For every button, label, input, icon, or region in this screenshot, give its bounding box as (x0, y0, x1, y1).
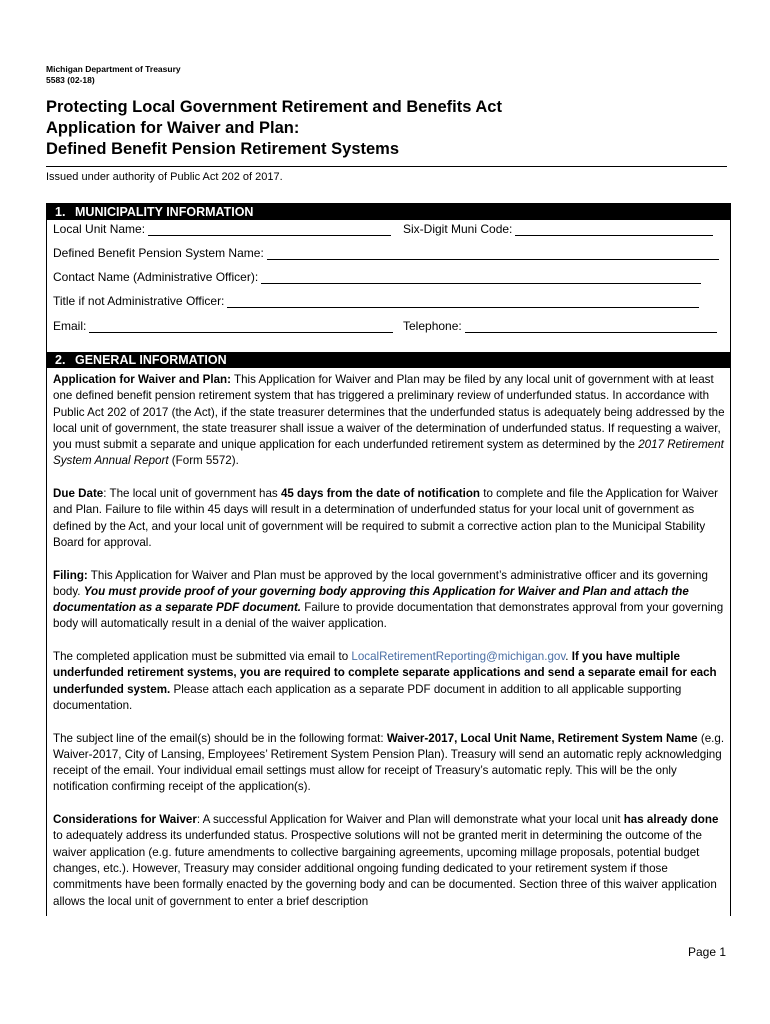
submission-email-link[interactable]: LocalRetirementReporting@michigan.gov (351, 650, 566, 664)
contact-name-input[interactable] (261, 271, 701, 284)
title-line-1: Protecting Local Government Retirement and Benefits Act (46, 98, 502, 116)
section-1-number: 1. (55, 205, 66, 219)
system-name-input[interactable] (267, 247, 719, 260)
title-label: Title if not Administrative Officer: (53, 294, 225, 308)
general-information-text (53, 372, 725, 916)
section-2-number: 2. (55, 353, 66, 367)
paragraph-subject-line: The subject line of the email(s) should be in the following format: Waiver-2017, Local Unit Name, Retirement System Name (e.g. Waiver-2017, City of Lansing, Employees’ Retirement System Pension Plan). Treasury will send an automatic reply acknowledging receipt of the email. Your individual email settings must allow for receipt of Treasury’s automatic reply. This will be the only notification confirming receipt of the application(s). (53, 731, 725, 794)
paragraph-due-date: Due Date: The local unit of government has 45 days from the date of notification to complete and file the Application for Waiver and Plan. Failure to file within 45 days will result in a determination of underfunded status for your local unit of government as defined by the Act, and your local unit of government will be required to submit a corrective action plan to the Municipal Stability Board for approval. (53, 487, 719, 549)
section-1-header (47, 204, 730, 220)
muni-code-input[interactable] (515, 223, 713, 236)
paragraph-considerations: Considerations for Waiver: A successful Application for Waiver and Plan will demonstrate what your local unit has already done to adequately address its underfunded status. Prospective solutions will not be granted merit in determining the outcome of the waiver application (e.g. future amendments to collective bargaining agreements, upcoming millage proposals, potential budget changes, etc.). However, Treasury may consider additional ongoing funding dedicated to your retirement system if those commitments have been formally enacted by the governing body and can be documented. Section three of this waiver application allows the local unit of government to enter a brief description (53, 813, 719, 908)
contact-name-label: Contact Name (Administrative Officer): (53, 270, 259, 284)
telephone-field[interactable] (403, 319, 717, 333)
telephone-input[interactable] (465, 320, 717, 333)
agency-header (46, 64, 181, 86)
local-unit-name-input[interactable] (148, 223, 391, 236)
email-input[interactable] (89, 320, 393, 333)
local-unit-name-field[interactable] (53, 222, 391, 236)
form-content-box (46, 203, 731, 916)
title-line-2: Application for Waiver and Plan: (46, 119, 300, 137)
system-name-label: Defined Benefit Pension System Name: (53, 246, 264, 260)
title-field[interactable] (53, 294, 699, 308)
issued-authority: Issued under authority of Public Act 202 of 2017. (46, 171, 283, 183)
title-input[interactable] (227, 295, 699, 308)
muni-code-label: Six-Digit Muni Code: (403, 222, 513, 236)
title-divider (46, 166, 727, 167)
local-unit-name-label: Local Unit Name: (53, 222, 146, 236)
contact-name-field[interactable] (53, 270, 701, 284)
muni-code-field[interactable] (403, 222, 713, 236)
section-2-header (47, 352, 730, 368)
section-1-title: MUNICIPALITY INFORMATION (75, 205, 254, 219)
paragraph-filing: Filing: This Application for Waiver and Plan must be approved by the local government’s administrative officer and its governing body. You must provide proof of your governing body approving this Application for Waiver and Plan and attach the documentation as a separate PDF document. Failure to provide documentation that demonstrates approval from your governing body will automatically result in a denial of the waiver application. (53, 568, 724, 631)
section-2-title: GENERAL INFORMATION (75, 353, 227, 367)
telephone-label: Telephone: (403, 319, 462, 333)
form-title (46, 97, 502, 160)
form-code: 5583 (02-18) (46, 75, 95, 85)
email-field[interactable] (53, 319, 393, 333)
agency-name: Michigan Department of Treasury (46, 64, 181, 74)
title-line-3: Defined Benefit Pension Retirement Systems (46, 140, 400, 158)
paragraph-application: Application for Waiver and Plan: This Application for Waiver and Plan may be filed by any local unit of government with at least one defined benefit pension retirement system that has triggered a preliminary review of underfunded status. In accordance with Public Act 202 of 2017 (the Act), if the state treasurer determines that the underfunded status is adequately being addressed by the local unit of government, the state treasurer shall issue a waiver of the determination of underfunded status. If requesting a waiver, you must submit a separate and unique application for each underfunded retirement system as determined by the 2017 Retirement System Annual Report (Form 5572). (53, 373, 725, 468)
system-name-field[interactable] (53, 246, 719, 260)
email-label: Email: (53, 319, 87, 333)
page-number: Page 1 (688, 945, 727, 959)
paragraph-submission: The completed application must be submitted via email to LocalRetirementReporting@michigan.gov. If you have multiple underfunded retirement systems, you are required to complete separate applications and send a separate email for each underfunded system. Please attach each application as a separate PDF document in addition to all applicable supporting documentation. (53, 650, 717, 712)
